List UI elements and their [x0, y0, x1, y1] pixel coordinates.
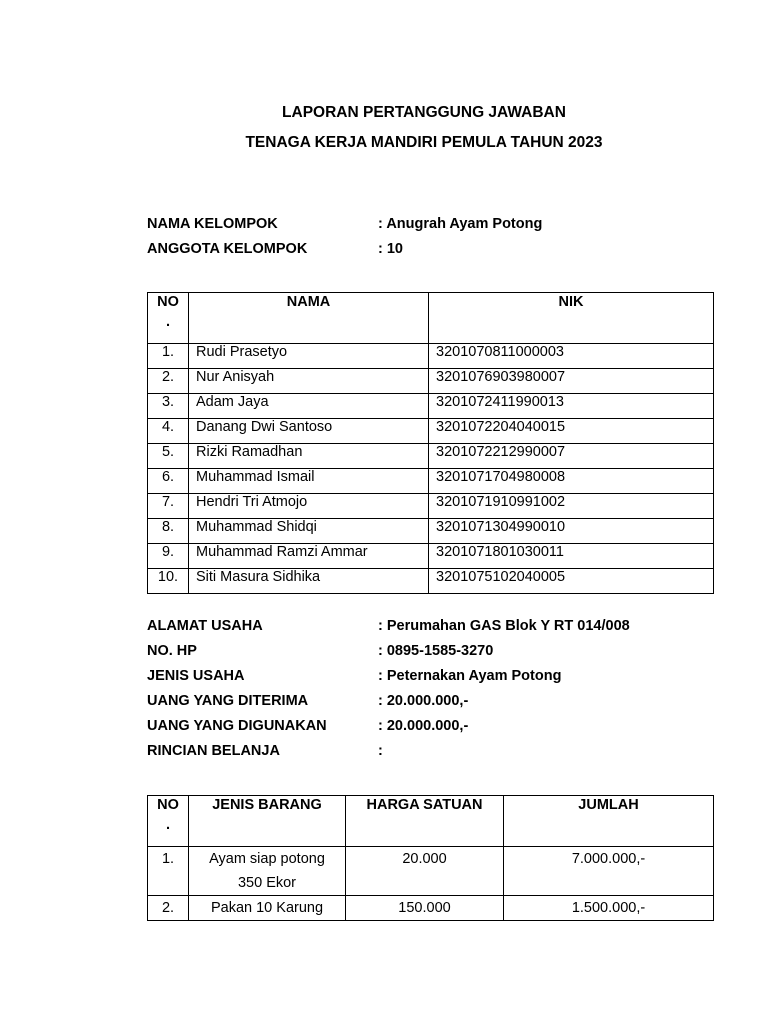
table-row	[148, 494, 714, 519]
info-label: RINCIAN BELANJA	[147, 743, 280, 759]
header-harga-satuan: HARGA SATUAN	[346, 796, 504, 847]
cell-nik: 3201071910991002	[429, 494, 714, 519]
info-label: UANG YANG DIGUNAKAN	[147, 718, 327, 734]
cell-no: 1.	[148, 847, 189, 896]
cell-jenis-barang	[189, 847, 346, 896]
table-row	[148, 469, 714, 494]
table-row	[148, 419, 714, 444]
report-title: LAPORAN PERTANGGUNG JAWABAN	[282, 104, 566, 121]
cell-nama: Nur Anisyah	[189, 369, 429, 394]
info-value: : Peternakan Ayam Potong	[378, 668, 562, 684]
header-jenis-barang: JENIS BARANG	[189, 796, 346, 847]
cell-nama: Rizki Ramadhan	[189, 444, 429, 469]
table-row	[148, 519, 714, 544]
header-no-line2: .	[165, 314, 171, 330]
table-row	[148, 444, 714, 469]
info-value: : Anugrah Ayam Potong	[378, 216, 543, 232]
table-row	[148, 544, 714, 569]
cell-no: 6.	[148, 469, 189, 494]
header-no	[148, 293, 189, 344]
cell-harga: 20.000	[346, 847, 504, 896]
cell-jumlah: 7.000.000,-	[504, 847, 714, 896]
cell-nik: 3201072411990013	[429, 394, 714, 419]
cell-nama: Adam Jaya	[189, 394, 429, 419]
cell-nik: 3201071304990010	[429, 519, 714, 544]
members-table	[147, 292, 714, 594]
report-subtitle: TENAGA KERJA MANDIRI PEMULA TAHUN 2023	[245, 134, 603, 151]
header-no-line2: .	[165, 817, 171, 833]
items-table	[147, 795, 714, 921]
info-label: ALAMAT USAHA	[147, 618, 263, 634]
cell-nama: Danang Dwi Santoso	[189, 419, 429, 444]
cell-nik: 3201075102040005	[429, 569, 714, 594]
cell-jenis-line1: Ayam siap potong	[209, 851, 325, 867]
header-nik: NIK	[429, 293, 714, 344]
header-nama: NAMA	[189, 293, 429, 344]
cell-nik: 3201072212990007	[429, 444, 714, 469]
cell-no: 9.	[148, 544, 189, 569]
cell-nama: Siti Masura Sidhika	[189, 569, 429, 594]
table-header-row	[148, 293, 714, 344]
info-label: NO. HP	[147, 643, 197, 659]
header-no-line1: NO	[157, 797, 179, 813]
cell-no: 8.	[148, 519, 189, 544]
cell-no: 1.	[148, 344, 189, 369]
cell-no: 4.	[148, 419, 189, 444]
cell-nik: 3201071704980008	[429, 469, 714, 494]
info-value: : 20.000.000,-	[378, 718, 469, 734]
info-label: JENIS USAHA	[147, 668, 245, 684]
cell-nik: 3201070811000003	[429, 344, 714, 369]
info-value: : Perumahan GAS Blok Y RT 014/008	[378, 618, 630, 634]
cell-no: 10.	[148, 569, 189, 594]
info-label: ANGGOTA KELOMPOK	[147, 241, 308, 257]
cell-nik: 3201072204040015	[429, 419, 714, 444]
info-value: : 10	[378, 241, 403, 257]
cell-no: 7.	[148, 494, 189, 519]
cell-nik: 3201071801030011	[429, 544, 714, 569]
table-row	[148, 344, 714, 369]
cell-nama: Hendri Tri Atmojo	[189, 494, 429, 519]
cell-nik: 3201076903980007	[429, 369, 714, 394]
cell-nama: Muhammad Ramzi Ammar	[189, 544, 429, 569]
table-row	[148, 896, 714, 921]
table-row	[148, 569, 714, 594]
cell-jenis-line2: 350 Ekor	[237, 875, 297, 891]
table-row	[148, 847, 714, 896]
header-jumlah: JUMLAH	[504, 796, 714, 847]
table-header-row	[148, 796, 714, 847]
info-value: :	[378, 743, 383, 759]
cell-no: 2.	[148, 369, 189, 394]
cell-nama: Muhammad Ismail	[189, 469, 429, 494]
table-row	[148, 369, 714, 394]
cell-jenis-barang: Pakan 10 Karung	[189, 896, 346, 921]
cell-nama: Rudi Prasetyo	[189, 344, 429, 369]
cell-harga: 150.000	[346, 896, 504, 921]
header-no	[148, 796, 189, 847]
info-value: : 0895-1585-3270	[378, 643, 494, 659]
header-no-line1: NO	[157, 294, 179, 310]
cell-jumlah: 1.500.000,-	[504, 896, 714, 921]
table-row	[148, 394, 714, 419]
info-value: : 20.000.000,-	[378, 693, 469, 709]
cell-nama: Muhammad Shidqi	[189, 519, 429, 544]
info-label: UANG YANG DITERIMA	[147, 693, 309, 709]
cell-no: 2.	[148, 896, 189, 921]
cell-no: 5.	[148, 444, 189, 469]
cell-no: 3.	[148, 394, 189, 419]
info-label: NAMA KELOMPOK	[147, 216, 278, 232]
